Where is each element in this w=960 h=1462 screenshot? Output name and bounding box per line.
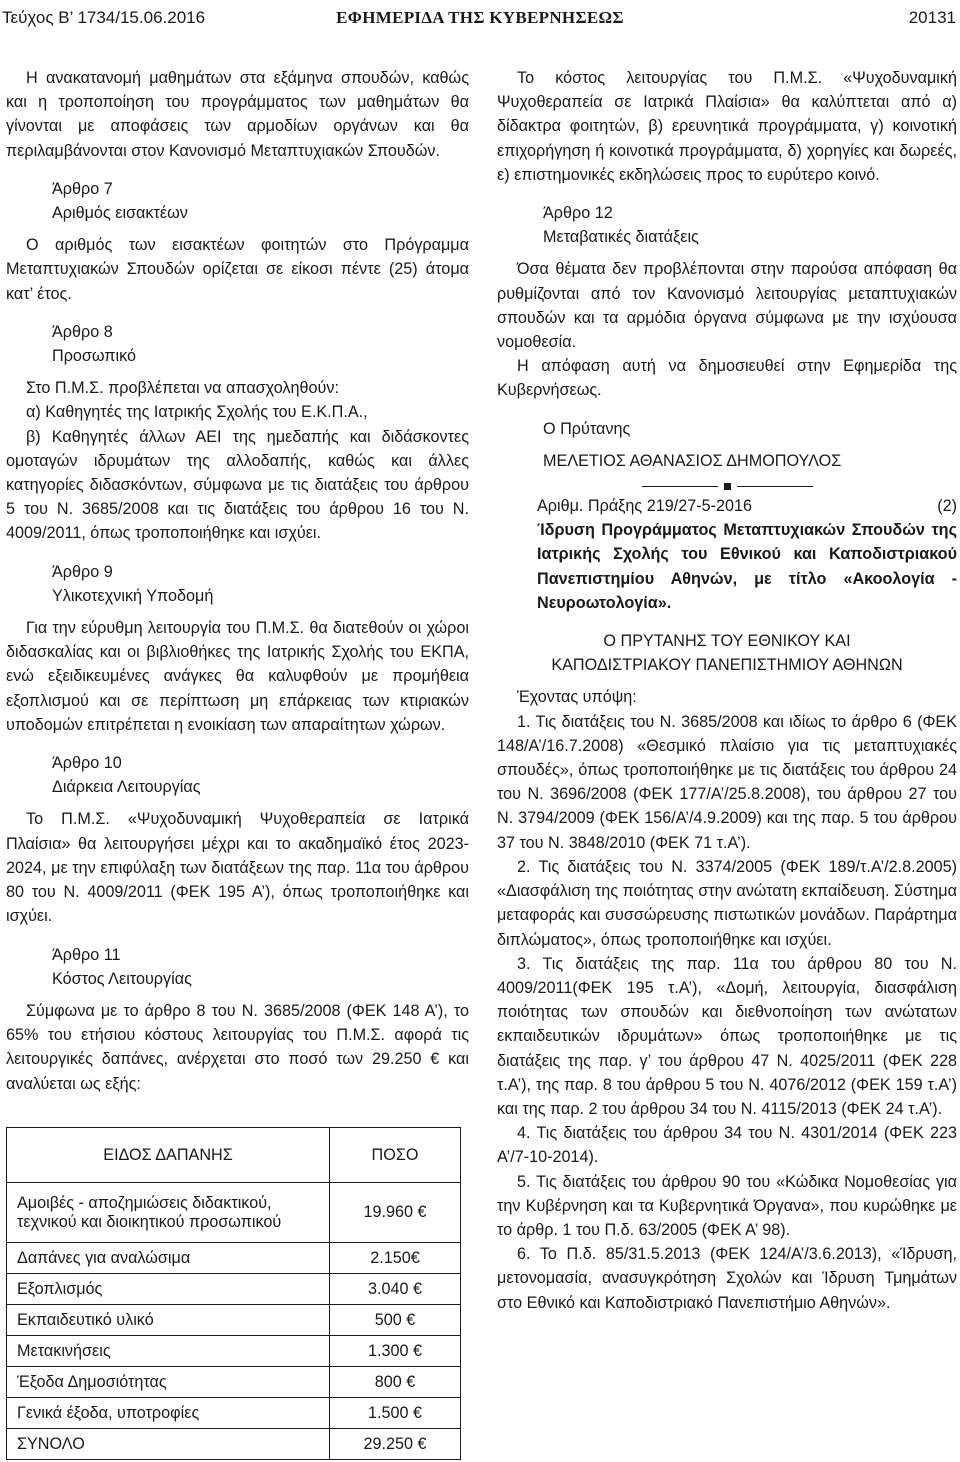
article-8-number: Άρθρο 8: [52, 322, 113, 341]
cost-item: Εκπαιδευτικό υλικό: [7, 1305, 330, 1336]
column-header-amount: ΠΟΣΟ: [330, 1128, 461, 1183]
cost-total-amount: 29.250 €: [330, 1429, 461, 1460]
article-8-intro: Στο Π.Μ.Σ. προβλέπεται να απασχοληθούν:: [26, 379, 339, 398]
table-row: [7, 1367, 461, 1398]
cost-item: Δαπάνες για αναλώσιμα: [7, 1243, 330, 1274]
act-reference-row: [497, 494, 957, 518]
considering-item: 4. Τις διατάξεις του άρθρου 34 του Ν. 4301/2014 (ΦΕΚ 223 Α’/7-10-2014).: [497, 1124, 957, 1167]
table-row: [7, 1398, 461, 1429]
issuer-line-1: Ο ΠΡΥΤΑΝΗΣ ΤΟΥ ΕΘΝΙΚΟΥ ΚΑΙ: [603, 632, 851, 651]
rector-name: ΜΕΛΕΤΙΟΣ ΑΘΑΝΑΣΙΟΣ ΔΗΜΟΠΟΥΛΟΣ: [543, 451, 842, 470]
article-9-text: Για την εύρυθμη λειτουργία του Π.Μ.Σ. θα διατεθούν οι χώροι διδασκαλίας και οι βιβλιοθήκες της Ιατρικής Σχολής του ΕΚΠΑ, ενώ εξειδικευμένες ανάγκες θα καλυφθούν με προμήθεια εξοπλισμού και σε περίπτωση μη επάρκειας των κτιριακών υποδομών επιτρέπεται η ενοικίαση των απαραίτητων χώρων.: [6, 619, 469, 734]
cost-item: Γενικά έξοδα, υποτροφίες: [7, 1398, 330, 1429]
article-7-text: Ο αριθμός των εισακτέων φοιτητών στο Πρόγραμμα Μεταπτυχιακών Σπουδών ορίζεται σε είκοσι πέντε (25) άτομα κατ’ έτος.: [6, 236, 469, 303]
table-row: [7, 1274, 461, 1305]
considering-item: 2. Τις διατάξεις του Ν. 3374/2005 (ΦΕΚ 189/τ.Α’/2.8.2005) «Διασφάλιση της ποιότητας στην ανώτατη εκπαίδευση. Σύστημα μεταφοράς και συσσώρευσης πιστωτικών μονάδων. Παράρτημα διπλώματος», όπως τροποποιήθηκε και ισχύει.: [497, 857, 957, 949]
cost-amount: 19.960 €: [330, 1183, 461, 1243]
article-7-number: Άρθρο 7: [52, 179, 113, 198]
issuer-line-2: ΚΑΠΟΔΙΣΤΡΙΑΚΟΥ ΠΑΝΕΠΙΣΤΗΜΙΟΥ ΑΘΗΝΩΝ: [551, 656, 903, 675]
section-separator: [497, 483, 957, 490]
table-header-row: [7, 1128, 461, 1183]
act-title: Ίδρυση Προγράμματος Μεταπτυχιακών Σπουδών της Ιατρικής Σχολής του Εθνικού και Καποδιστριακού Πανεπιστημίου Αθηνών, με τίτλο «Ακοολογία - Νευροωτολογία».: [537, 521, 957, 612]
article-9-number: Άρθρο 9: [52, 562, 113, 581]
article-8-item-b: β) Καθηγητές άλλων ΑΕΙ της ημεδαπής και διδάσκοντες ομοταγών ιδρυμάτων της αλλοδαπής, καθώς και άλλες κατηγορίες διδασκόντων, σύμφωνα με τις διατάξεις του άρθρου 5 του Ν. 3685/2008 και τις διατάξεις του άρθρου 16 του Ν. 4009/2011, όπως τροποποιήθηκε και ισχύει.: [6, 427, 469, 543]
article-10-title: Διάρκεια Λειτουργίας: [52, 778, 201, 797]
article-12-number: Άρθρο 12: [543, 204, 613, 223]
cost-amount: 800 €: [330, 1367, 461, 1398]
cost-amount: 500 €: [330, 1305, 461, 1336]
cost-amount: 2.150€: [330, 1243, 461, 1274]
article-10-number: Άρθρο 10: [52, 754, 122, 773]
cost-amount: 1.500 €: [330, 1398, 461, 1429]
cost-item: Αμοιβές - αποζημιώσεις διδακτικού, τεχνικού και διοικητικού προσωπικού: [7, 1183, 330, 1243]
article-11-title: Κόστος Λειτουργίας: [52, 969, 192, 988]
cost-total-label: ΣΥΝΟΛΟ: [7, 1429, 330, 1460]
act-reference: Αριθμ. Πράξης 219/27-5-2016: [537, 497, 753, 516]
issue-number: Τεύχος Β’ 1734/15.06.2016: [2, 8, 206, 27]
article-7-title: Αριθμός εισακτέων: [52, 204, 188, 223]
cost-item: Μετακινήσεις: [7, 1336, 330, 1367]
considering-item: 3. Τις διατάξεις της παρ. 11α του άρθρου 80 του Ν. 4009/2011(ΦΕΚ 195 τ.Α’), «Δομή, λειτουργία, διασφάλιση ποιότητας των σπουδών και διεθνοποίηση των ανώτατων εκπαιδευτικών ιδρυμάτων» όπως τροποποιήθηκε με τις διατάξεις της παρ. γ’ του άρθρου 47 Ν. 4025/2011 (ΦΕΚ 228 τ.Α’), της παρ. 8 του άρθρου 5 του Ν. 4076/2012 (ΦΕΚ 159 τ.Α’) και της παρ. 2 του άρθρου 34 του Ν. 4115/2013 (ΦΕΚ 24 τ.Α’).: [497, 954, 957, 1118]
article-8-item-a: α) Καθηγητές της Ιατρικής Σχολής του Ε.Κ.Π.Α.,: [26, 403, 368, 422]
costs-table: [6, 1127, 461, 1460]
cost-coverage-text: Το κόστος λειτουργίας του Π.Μ.Σ. «Ψυχοδυναμική Ψυχοθεραπεία σε Ιατρικά Πλαίσια» θα καλύπτεται από α) δίδακτρα φοιτητών, β) ερευνητικά προγράμματα, γ) κοινοτική επιχορήγηση ή κοινοτικά προγράμματα, δ) χορηγίες και δωρεές, ε) επιστημονικές εκδηλώσεις προς το ευρύτερο κοινό.: [497, 69, 957, 184]
intro-paragraph: Η ανακατανομή μαθημάτων στα εξάμηνα σπουδών, καθώς και η τροποποίηση του προγράμματος των μαθημάτων θα γίνονται με αποφάσεις των αρμοδίων οργάνων και θα περιλαμβάνονται στον Κανονισμό Μεταπτυχιακών Σπουδών.: [6, 69, 469, 160]
table-row-total: [7, 1429, 461, 1460]
article-9-title: Υλικοτεχνική Υποδομή: [52, 586, 214, 605]
article-11-text: Σύμφωνα με το άρθρο 8 του Ν. 3685/2008 (ΦΕΚ 148 Α’), το 65% του ετήσιου κόστους λειτουργίας του Π.Μ.Σ. αφορά τις λειτουργικές δαπάνες, ανέρχεται στο ποσό των 29.250 € και αναλύεται ως εξής:: [6, 1001, 469, 1093]
column-header-item: ΕΙΔΟΣ ΔΑΠΑΝΗΣ: [7, 1128, 330, 1183]
article-12-text: Όσα θέματα δεν προβλέπονται στην παρούσα απόφαση θα ρυθμίζονται από τον Κανονισμό λειτουργίας μεταπτυχιακών σπουδών και τα αρμόδια όργανα σύμφωνα με την ισχύουσα νομοθεσία.: [497, 260, 957, 352]
article-10-text: Το Π.Μ.Σ. «Ψυχοδυναμική Ψυχοθεραπεία σε Ιατρικά Πλαίσια» θα λειτουργήσει μέχρι και το ακαδημαϊκό έτος 2023-2024, με την επιφύλαξη των διατάξεων της παρ. 11α του άρθρου 80 του Ν. 4009/2011 (ΦΕΚ 195 Α’), όπως τροποποιήθηκε και ισχύει.: [6, 810, 469, 926]
cost-amount: 1.300 €: [330, 1336, 461, 1367]
considering-heading: Έχοντας υπόψη:: [517, 688, 637, 707]
journal-title: ΕΦΗΜΕΡΙΔΑ ΤΗΣ ΚΥΒΕΡΝΗΣΕΩΣ: [336, 8, 624, 27]
article-12-title: Μεταβατικές διατάξεις: [543, 228, 699, 247]
page-header: [0, 6, 960, 34]
cost-amount: 3.040 €: [330, 1274, 461, 1305]
considering-item: 5. Τις διατάξεις του άρθρου 90 του «Κώδικα Νομοθεσίας για την Κυβέρνηση και τα Κυβερνητικά Όργανα», που κυρώθηκε με το άρθρ. 1 του Π.δ. 63/2005 (ΦΕΚ Α’ 98).: [497, 1172, 957, 1239]
table-row: [7, 1243, 461, 1274]
act-index: (2): [937, 497, 957, 516]
considering-item: 1. Τις διατάξεις του Ν. 3685/2008 και ιδίως το άρθρο 6 (ΦΕΚ 148/Α’/16.7.2008) «Θεσμικό πλαίσιο για τις μεταπτυχιακές σπουδές», όπως τροποποιήθηκε με τις διατάξεις του άρθρου 24 του Ν. 3696/2008 (ΦΕΚ 177/Α’/25.8.2008), του άρθρου 27 του Ν. 3794/2009 (ΦΕΚ 156/Α’/4.9.2009) και της παρ. 5 του άρθρου 37 του Ν. 3848/2010 (ΦΕΚ 71 τ.Α’).: [497, 712, 957, 852]
cost-item: Εξοπλισμός: [7, 1274, 330, 1305]
rector-title: Ο Πρύτανης: [543, 419, 631, 438]
article-8-title: Προσωπικό: [52, 347, 136, 366]
page-number: 20131: [908, 8, 956, 27]
publish-text: Η απόφαση αυτή να δημοσιευθεί στην Εφημερίδα της Κυβερνήσεως.: [497, 357, 957, 400]
table-row: [7, 1305, 461, 1336]
left-column: [6, 66, 469, 1096]
table-row: [7, 1336, 461, 1367]
table-row: [7, 1183, 461, 1243]
article-11-number: Άρθρο 11: [52, 945, 121, 964]
right-column: [497, 66, 957, 1315]
cost-item: Έξοδα Δημοσιότητας: [7, 1367, 330, 1398]
considering-item: 6. Το Π.δ. 85/31.5.2013 (ΦΕΚ 124/Α’/3.6.2013), «Ίδρυση, μετονομασία, ανασυγκρότηση Σχολών και Ίδρυση Τμημάτων στο Εθνικό και Καποδιστριακό Πανεπιστήμιο Αθηνών».: [497, 1245, 957, 1312]
